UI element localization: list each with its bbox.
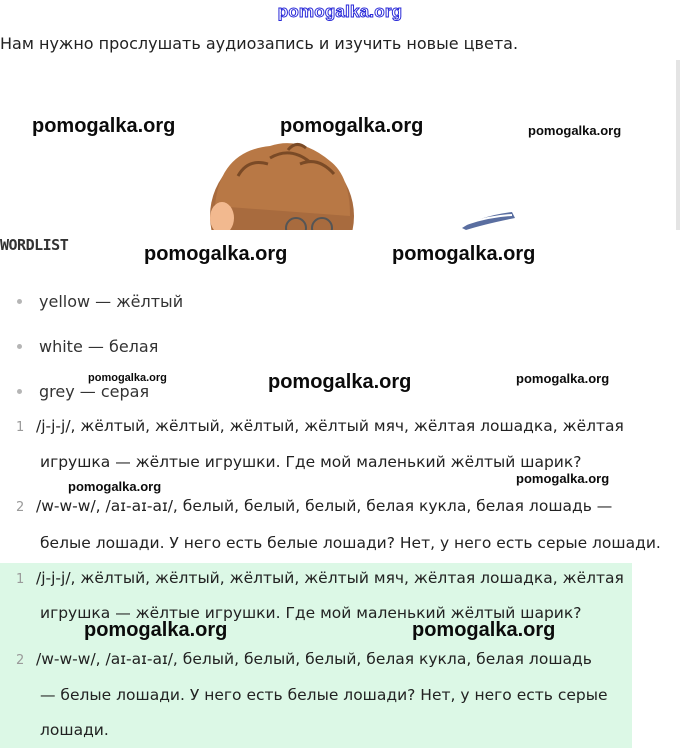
exercise-line: белые лошади. У него есть белые лошади? Нет, у него есть серые лошади. [40, 534, 661, 552]
wordlist-item-text: white — белая [39, 336, 159, 356]
wordlist-heading: WORDLIST [0, 236, 69, 254]
exercise-line: лошади. [40, 721, 109, 739]
watermark-text: pomogalka.org [392, 243, 536, 265]
illustration-image [0, 66, 680, 230]
exercise-line: игрушка — жёлтые игрушки. Где мой маленький жёлтый шарик? [40, 604, 582, 622]
watermark-text: pomogalka.org [144, 243, 288, 265]
scrollbar-track[interactable] [676, 60, 680, 230]
watermark-text: pomogalka.org [32, 115, 176, 137]
line-number: 1 [16, 420, 25, 435]
line-number: 1 [16, 572, 25, 587]
line-number: 2 [16, 653, 25, 668]
exercise-line: /j-j-j/, жёлтый, жёлтый, жёлтый, жёлтый мяч, жёлтая лошадка, жёлтая [36, 417, 624, 435]
exercise-line: /w-w-w/, /aɪ-aɪ-aɪ/, белый, белый, белый, белая кукла, белая лошадь — [36, 497, 613, 515]
exercise-line: /w-w-w/, /aɪ-aɪ-aɪ/, белый, белый, белый, белая кукла, белая лошадь [36, 650, 592, 668]
watermark-text: pomogalka.org [88, 372, 167, 384]
site-logo-text[interactable]: pomogalka.org [277, 2, 403, 21]
watermark-text: pomogalka.org [280, 115, 424, 137]
watermark-text: pomogalka.org [268, 371, 412, 393]
wordlist-item-text: yellow — жёлтый [39, 291, 184, 311]
wordlist-item [0, 286, 183, 316]
bullet-dot-icon [17, 299, 22, 304]
watermark-text: pomogalka.org [68, 479, 162, 494]
bullet-dot-icon [17, 389, 22, 394]
exercise-line: /j-j-j/, жёлтый, жёлтый, жёлтый, жёлтый мяч, жёлтая лошадка, жёлтая [36, 569, 624, 587]
boy-cartoon-illustration [0, 66, 680, 230]
watermark-text: pomogalka.org [516, 371, 610, 386]
watermark-text: pomogalka.org [528, 123, 622, 138]
bullet-dot-icon [17, 344, 22, 349]
exercise-line: игрушка — жёлтые игрушки. Где мой маленький жёлтый шарик? [40, 453, 582, 471]
watermark-text: pomogalka.org [412, 619, 556, 641]
wordlist-item [0, 331, 158, 361]
wordlist-item-text: grey — серая [39, 381, 150, 401]
site-header[interactable] [0, 0, 680, 28]
exercise-line: — белые лошади. У него есть белые лошади? Нет, у него есть серые [40, 686, 608, 704]
intro-text: Нам нужно прослушать аудиозапись и изучить новые цвета. [0, 34, 519, 53]
line-number: 2 [16, 500, 25, 515]
watermark-text: pomogalka.org [516, 471, 610, 486]
watermark-text: pomogalka.org [84, 619, 228, 641]
